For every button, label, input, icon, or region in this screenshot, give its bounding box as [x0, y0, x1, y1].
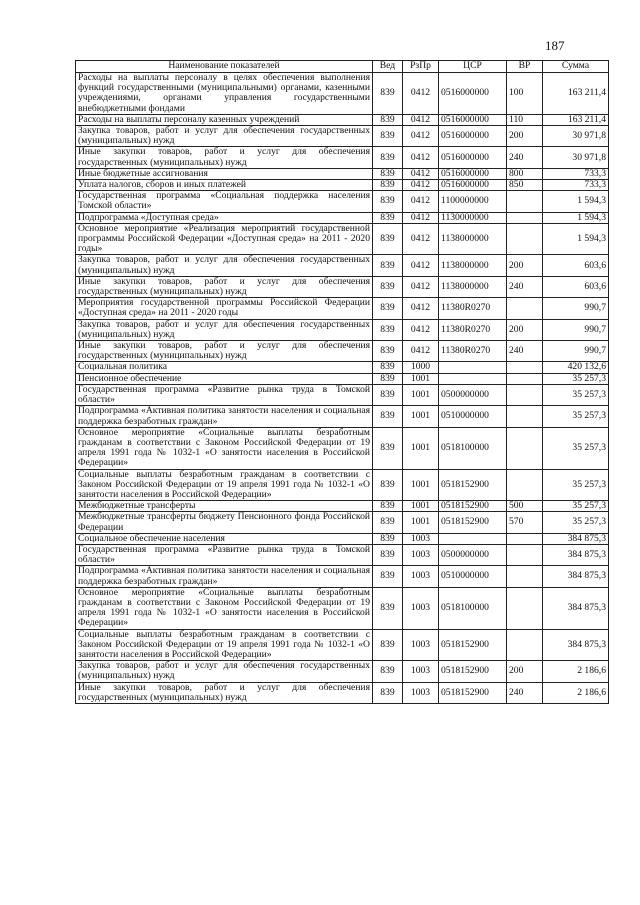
table-row [76, 73, 609, 115]
row-name-cell: Иные закупки товаров, работ и услуг для обеспечения государственных (муниципальных) нужд [76, 341, 373, 362]
row-sum-cell: 1 594,3 [543, 212, 609, 223]
row-ved-cell: 839 [373, 212, 403, 223]
row-sum-cell: 1 594,3 [543, 223, 609, 255]
row-sum-cell: 163 211,4 [543, 73, 609, 115]
row-vr-cell: 240 [507, 276, 543, 297]
table-row [76, 629, 609, 661]
row-name-cell: Подпрограмма «Активная политика занятости населения и социальная поддержка безработных граждан» [76, 566, 373, 587]
row-ved-cell: 839 [373, 661, 403, 682]
row-csr-cell: 0516000000 [439, 180, 507, 191]
row-csr-cell [439, 373, 507, 384]
table-row [76, 341, 609, 362]
row-rzpr-cell: 1003 [403, 544, 439, 565]
row-sum-cell: 990,7 [543, 341, 609, 362]
row-csr-cell: 0518152900 [439, 501, 507, 512]
row-name-cell: Основное мероприятие «Социальные выплаты безработным гражданам в соответствии с Законом Российской Федерации от 19 апреля 1991 года № 1032-1 «О занятости населения в Российской Федерации» [76, 587, 373, 629]
row-csr-cell: 0500000000 [439, 384, 507, 405]
row-ved-cell: 839 [373, 533, 403, 544]
row-csr-cell: 0516000000 [439, 73, 507, 115]
row-sum-cell: 35 257,3 [543, 501, 609, 512]
row-sum-cell: 1 594,3 [543, 191, 609, 212]
row-rzpr-cell: 0412 [403, 319, 439, 340]
row-rzpr-cell: 0412 [403, 147, 439, 168]
row-rzpr-cell: 1003 [403, 533, 439, 544]
row-ved-cell: 839 [373, 406, 403, 427]
table-row [76, 223, 609, 255]
row-ved-cell: 839 [373, 427, 403, 469]
row-csr-cell: 0518100000 [439, 587, 507, 629]
budget-table [75, 60, 609, 704]
row-vr-cell [507, 566, 543, 587]
row-ved-cell: 839 [373, 191, 403, 212]
row-sum-cell: 30 971,8 [543, 126, 609, 147]
header-rzpr: РзПр [403, 61, 439, 73]
row-vr-cell: 100 [507, 73, 543, 115]
row-ved-cell: 839 [373, 587, 403, 629]
row-rzpr-cell: 0412 [403, 212, 439, 223]
row-ved-cell: 839 [373, 319, 403, 340]
table-row [76, 147, 609, 168]
row-csr-cell: 0510000000 [439, 566, 507, 587]
table-row [76, 406, 609, 427]
row-ved-cell: 839 [373, 384, 403, 405]
row-csr-cell: 1138000000 [439, 223, 507, 255]
table-row [76, 469, 609, 501]
row-rzpr-cell: 0412 [403, 73, 439, 115]
row-rzpr-cell: 0412 [403, 191, 439, 212]
row-sum-cell: 384 875,3 [543, 566, 609, 587]
row-vr-cell: 500 [507, 501, 543, 512]
row-name-cell: Основное мероприятие «Социальные выплаты безработным гражданам в соответствии с Законом Российской Федерации от 19 апреля 1991 года № 1032-1 «О занятости населения в Российской Федерации» [76, 427, 373, 469]
row-name-cell: Государственная программа «Развитие рынка труда в Томской области» [76, 384, 373, 405]
row-name-cell: Социальные выплаты безработным гражданам в соответствии с Законом Российской Федерации от 19 апреля 1991 года № 1032-1 «О занятости населения в Российской Федерации» [76, 629, 373, 661]
row-ved-cell: 839 [373, 126, 403, 147]
table-row [76, 501, 609, 512]
row-ved-cell: 839 [373, 223, 403, 255]
row-name-cell: Межбюджетные трансферты бюджету Пенсионного фонда Российской Федерации [76, 512, 373, 533]
row-name-cell: Расходы на выплаты персоналу в целях обеспечения выполнения функций государственными (муниципальными) органами, казенными учреждениями, органами управления государственными внебюджетными фондами [76, 73, 373, 115]
page-number: 187 [545, 38, 565, 53]
row-name-cell: Уплата налогов, сборов и иных платежей [76, 180, 373, 191]
row-rzpr-cell: 0412 [403, 223, 439, 255]
row-csr-cell: 1130000000 [439, 212, 507, 223]
row-csr-cell [439, 362, 507, 373]
row-ved-cell: 839 [373, 501, 403, 512]
row-sum-cell: 384 875,3 [543, 544, 609, 565]
table-row [76, 373, 609, 384]
row-ved-cell: 839 [373, 629, 403, 661]
table-row [76, 191, 609, 212]
row-ved-cell: 839 [373, 255, 403, 276]
row-sum-cell: 35 257,3 [543, 373, 609, 384]
table-row [76, 168, 609, 179]
row-ved-cell: 839 [373, 682, 403, 703]
table-row [76, 255, 609, 276]
row-sum-cell: 2 186,6 [543, 661, 609, 682]
row-rzpr-cell: 1003 [403, 566, 439, 587]
row-sum-cell: 990,7 [543, 319, 609, 340]
row-sum-cell: 990,7 [543, 298, 609, 319]
row-sum-cell: 603,6 [543, 255, 609, 276]
row-rzpr-cell: 1001 [403, 427, 439, 469]
row-vr-cell [507, 427, 543, 469]
row-name-cell: Расходы на выплаты персоналу казенных учреждений [76, 114, 373, 125]
row-name-cell: Подпрограмма «Доступная среда» [76, 212, 373, 223]
table-row [76, 362, 609, 373]
header-csr: ЦСР [439, 61, 507, 73]
table-row [76, 298, 609, 319]
row-csr-cell: 11380R0270 [439, 341, 507, 362]
row-rzpr-cell: 0412 [403, 255, 439, 276]
row-csr-cell: 1138000000 [439, 255, 507, 276]
row-csr-cell: 0518100000 [439, 427, 507, 469]
header-vr: ВР [507, 61, 543, 73]
table-header-row [76, 61, 609, 73]
row-name-cell: Социальная политика [76, 362, 373, 373]
row-rzpr-cell: 1001 [403, 406, 439, 427]
row-rzpr-cell: 1001 [403, 373, 439, 384]
row-rzpr-cell: 1003 [403, 587, 439, 629]
table-row [76, 427, 609, 469]
row-name-cell: Пенсионное обеспечение [76, 373, 373, 384]
row-vr-cell [507, 406, 543, 427]
row-sum-cell: 35 257,3 [543, 427, 609, 469]
row-csr-cell: 0510000000 [439, 406, 507, 427]
row-rzpr-cell: 1001 [403, 469, 439, 501]
row-vr-cell: 200 [507, 255, 543, 276]
row-ved-cell: 839 [373, 298, 403, 319]
row-name-cell: Межбюджетные трансферты [76, 501, 373, 512]
row-csr-cell [439, 533, 507, 544]
row-sum-cell: 35 257,3 [543, 384, 609, 405]
row-sum-cell: 35 257,3 [543, 406, 609, 427]
row-csr-cell: 0518152900 [439, 629, 507, 661]
row-csr-cell: 1138000000 [439, 276, 507, 297]
table-row [76, 114, 609, 125]
row-csr-cell: 11380R0270 [439, 298, 507, 319]
table-row [76, 126, 609, 147]
row-vr-cell [507, 362, 543, 373]
row-vr-cell [507, 384, 543, 405]
header-ved: Вед [373, 61, 403, 73]
table-row [76, 212, 609, 223]
row-ved-cell: 839 [373, 544, 403, 565]
table-row [76, 566, 609, 587]
row-ved-cell: 839 [373, 73, 403, 115]
row-name-cell: Подпрограмма «Активная политика занятости населения и социальная поддержка безработных граждан» [76, 406, 373, 427]
row-rzpr-cell: 0412 [403, 341, 439, 362]
table-row [76, 682, 609, 703]
row-ved-cell: 839 [373, 276, 403, 297]
row-vr-cell: 850 [507, 180, 543, 191]
row-sum-cell: 384 875,3 [543, 629, 609, 661]
row-name-cell: Иные бюджетные ассигнования [76, 168, 373, 179]
row-name-cell: Государственная программа «Развитие рынка труда в Томской области» [76, 544, 373, 565]
table-row [76, 319, 609, 340]
row-sum-cell: 603,6 [543, 276, 609, 297]
row-name-cell: Социальные выплаты безработным гражданам в соответствии с Законом Российской Федерации от 19 апреля 1991 года № 1032-1 «О занятости населения в Российской Федерации» [76, 469, 373, 501]
table-row [76, 544, 609, 565]
header-sum: Сумма [543, 61, 609, 73]
row-vr-cell: 200 [507, 126, 543, 147]
row-name-cell: Государственная программа «Социальная поддержка населения Томской области» [76, 191, 373, 212]
header-name: Наименование показателей [76, 61, 373, 73]
row-rzpr-cell: 0412 [403, 298, 439, 319]
row-csr-cell: 11380R0270 [439, 319, 507, 340]
row-csr-cell: 0518152900 [439, 661, 507, 682]
row-ved-cell: 839 [373, 362, 403, 373]
row-name-cell: Иные закупки товаров, работ и услуг для обеспечения государственных (муниципальных) нужд [76, 147, 373, 168]
row-csr-cell: 0500000000 [439, 544, 507, 565]
row-csr-cell: 0516000000 [439, 168, 507, 179]
row-name-cell: Закупка товаров, работ и услуг для обеспечения государственных (муниципальных) нужд [76, 661, 373, 682]
row-rzpr-cell: 0412 [403, 126, 439, 147]
table-row [76, 587, 609, 629]
row-vr-cell [507, 544, 543, 565]
table-row [76, 276, 609, 297]
row-rzpr-cell: 0412 [403, 276, 439, 297]
row-vr-cell [507, 223, 543, 255]
row-name-cell: Иные закупки товаров, работ и услуг для обеспечения государственных (муниципальных) нужд [76, 682, 373, 703]
row-sum-cell: 733,3 [543, 180, 609, 191]
row-csr-cell: 0518152900 [439, 682, 507, 703]
row-ved-cell: 839 [373, 341, 403, 362]
row-csr-cell: 0518152900 [439, 469, 507, 501]
row-rzpr-cell: 1001 [403, 384, 439, 405]
row-csr-cell: 0516000000 [439, 126, 507, 147]
row-name-cell: Закупка товаров, работ и услуг для обеспечения государственных (муниципальных) нужд [76, 319, 373, 340]
row-ved-cell: 839 [373, 168, 403, 179]
row-rzpr-cell: 1003 [403, 661, 439, 682]
row-ved-cell: 839 [373, 373, 403, 384]
row-name-cell: Основное мероприятие «Реализация мероприятий государственной программы Российской Федерации «Доступная среда» на 2011 - 2020 годы» [76, 223, 373, 255]
row-rzpr-cell: 1003 [403, 629, 439, 661]
row-vr-cell: 570 [507, 512, 543, 533]
row-ved-cell: 839 [373, 147, 403, 168]
row-ved-cell: 839 [373, 566, 403, 587]
row-name-cell: Иные закупки товаров, работ и услуг для обеспечения государственных (муниципальных) нужд [76, 276, 373, 297]
row-name-cell: Закупка товаров, работ и услуг для обеспечения государственных (муниципальных) нужд [76, 255, 373, 276]
row-vr-cell [507, 212, 543, 223]
row-sum-cell: 733,3 [543, 168, 609, 179]
row-vr-cell [507, 191, 543, 212]
row-sum-cell: 384 875,3 [543, 533, 609, 544]
row-vr-cell [507, 469, 543, 501]
table-row [76, 661, 609, 682]
row-sum-cell: 163 211,4 [543, 114, 609, 125]
table-body [76, 73, 609, 704]
row-sum-cell: 384 875,3 [543, 587, 609, 629]
row-vr-cell: 800 [507, 168, 543, 179]
row-sum-cell: 420 132,6 [543, 362, 609, 373]
row-rzpr-cell: 1001 [403, 512, 439, 533]
row-vr-cell: 240 [507, 682, 543, 703]
row-ved-cell: 839 [373, 512, 403, 533]
row-csr-cell: 0516000000 [439, 147, 507, 168]
row-sum-cell: 2 186,6 [543, 682, 609, 703]
row-csr-cell: 0518152900 [439, 512, 507, 533]
table-row [76, 533, 609, 544]
row-vr-cell [507, 587, 543, 629]
row-name-cell: Социальное обеспечение населения [76, 533, 373, 544]
row-name-cell: Закупка товаров, работ и услуг для обеспечения государственных (муниципальных) нужд [76, 126, 373, 147]
row-vr-cell [507, 373, 543, 384]
row-csr-cell: 0516000000 [439, 114, 507, 125]
row-rzpr-cell: 1000 [403, 362, 439, 373]
row-vr-cell [507, 533, 543, 544]
row-vr-cell: 200 [507, 661, 543, 682]
row-ved-cell: 839 [373, 114, 403, 125]
table-row [76, 512, 609, 533]
row-vr-cell: 110 [507, 114, 543, 125]
row-sum-cell: 35 257,3 [543, 469, 609, 501]
row-ved-cell: 839 [373, 469, 403, 501]
row-csr-cell: 1100000000 [439, 191, 507, 212]
row-vr-cell: 240 [507, 147, 543, 168]
row-rzpr-cell: 0412 [403, 168, 439, 179]
row-rzpr-cell: 0412 [403, 114, 439, 125]
row-vr-cell [507, 298, 543, 319]
table-row [76, 180, 609, 191]
row-name-cell: Мероприятия государственной программы Российской Федерации «Доступная среда» на 2011 - 2020 годы [76, 298, 373, 319]
row-vr-cell: 240 [507, 341, 543, 362]
row-sum-cell: 35 257,3 [543, 512, 609, 533]
row-vr-cell [507, 629, 543, 661]
table-row [76, 384, 609, 405]
row-rzpr-cell: 1003 [403, 682, 439, 703]
row-sum-cell: 30 971,8 [543, 147, 609, 168]
row-vr-cell: 200 [507, 319, 543, 340]
row-rzpr-cell: 0412 [403, 180, 439, 191]
row-rzpr-cell: 1001 [403, 501, 439, 512]
row-ved-cell: 839 [373, 180, 403, 191]
